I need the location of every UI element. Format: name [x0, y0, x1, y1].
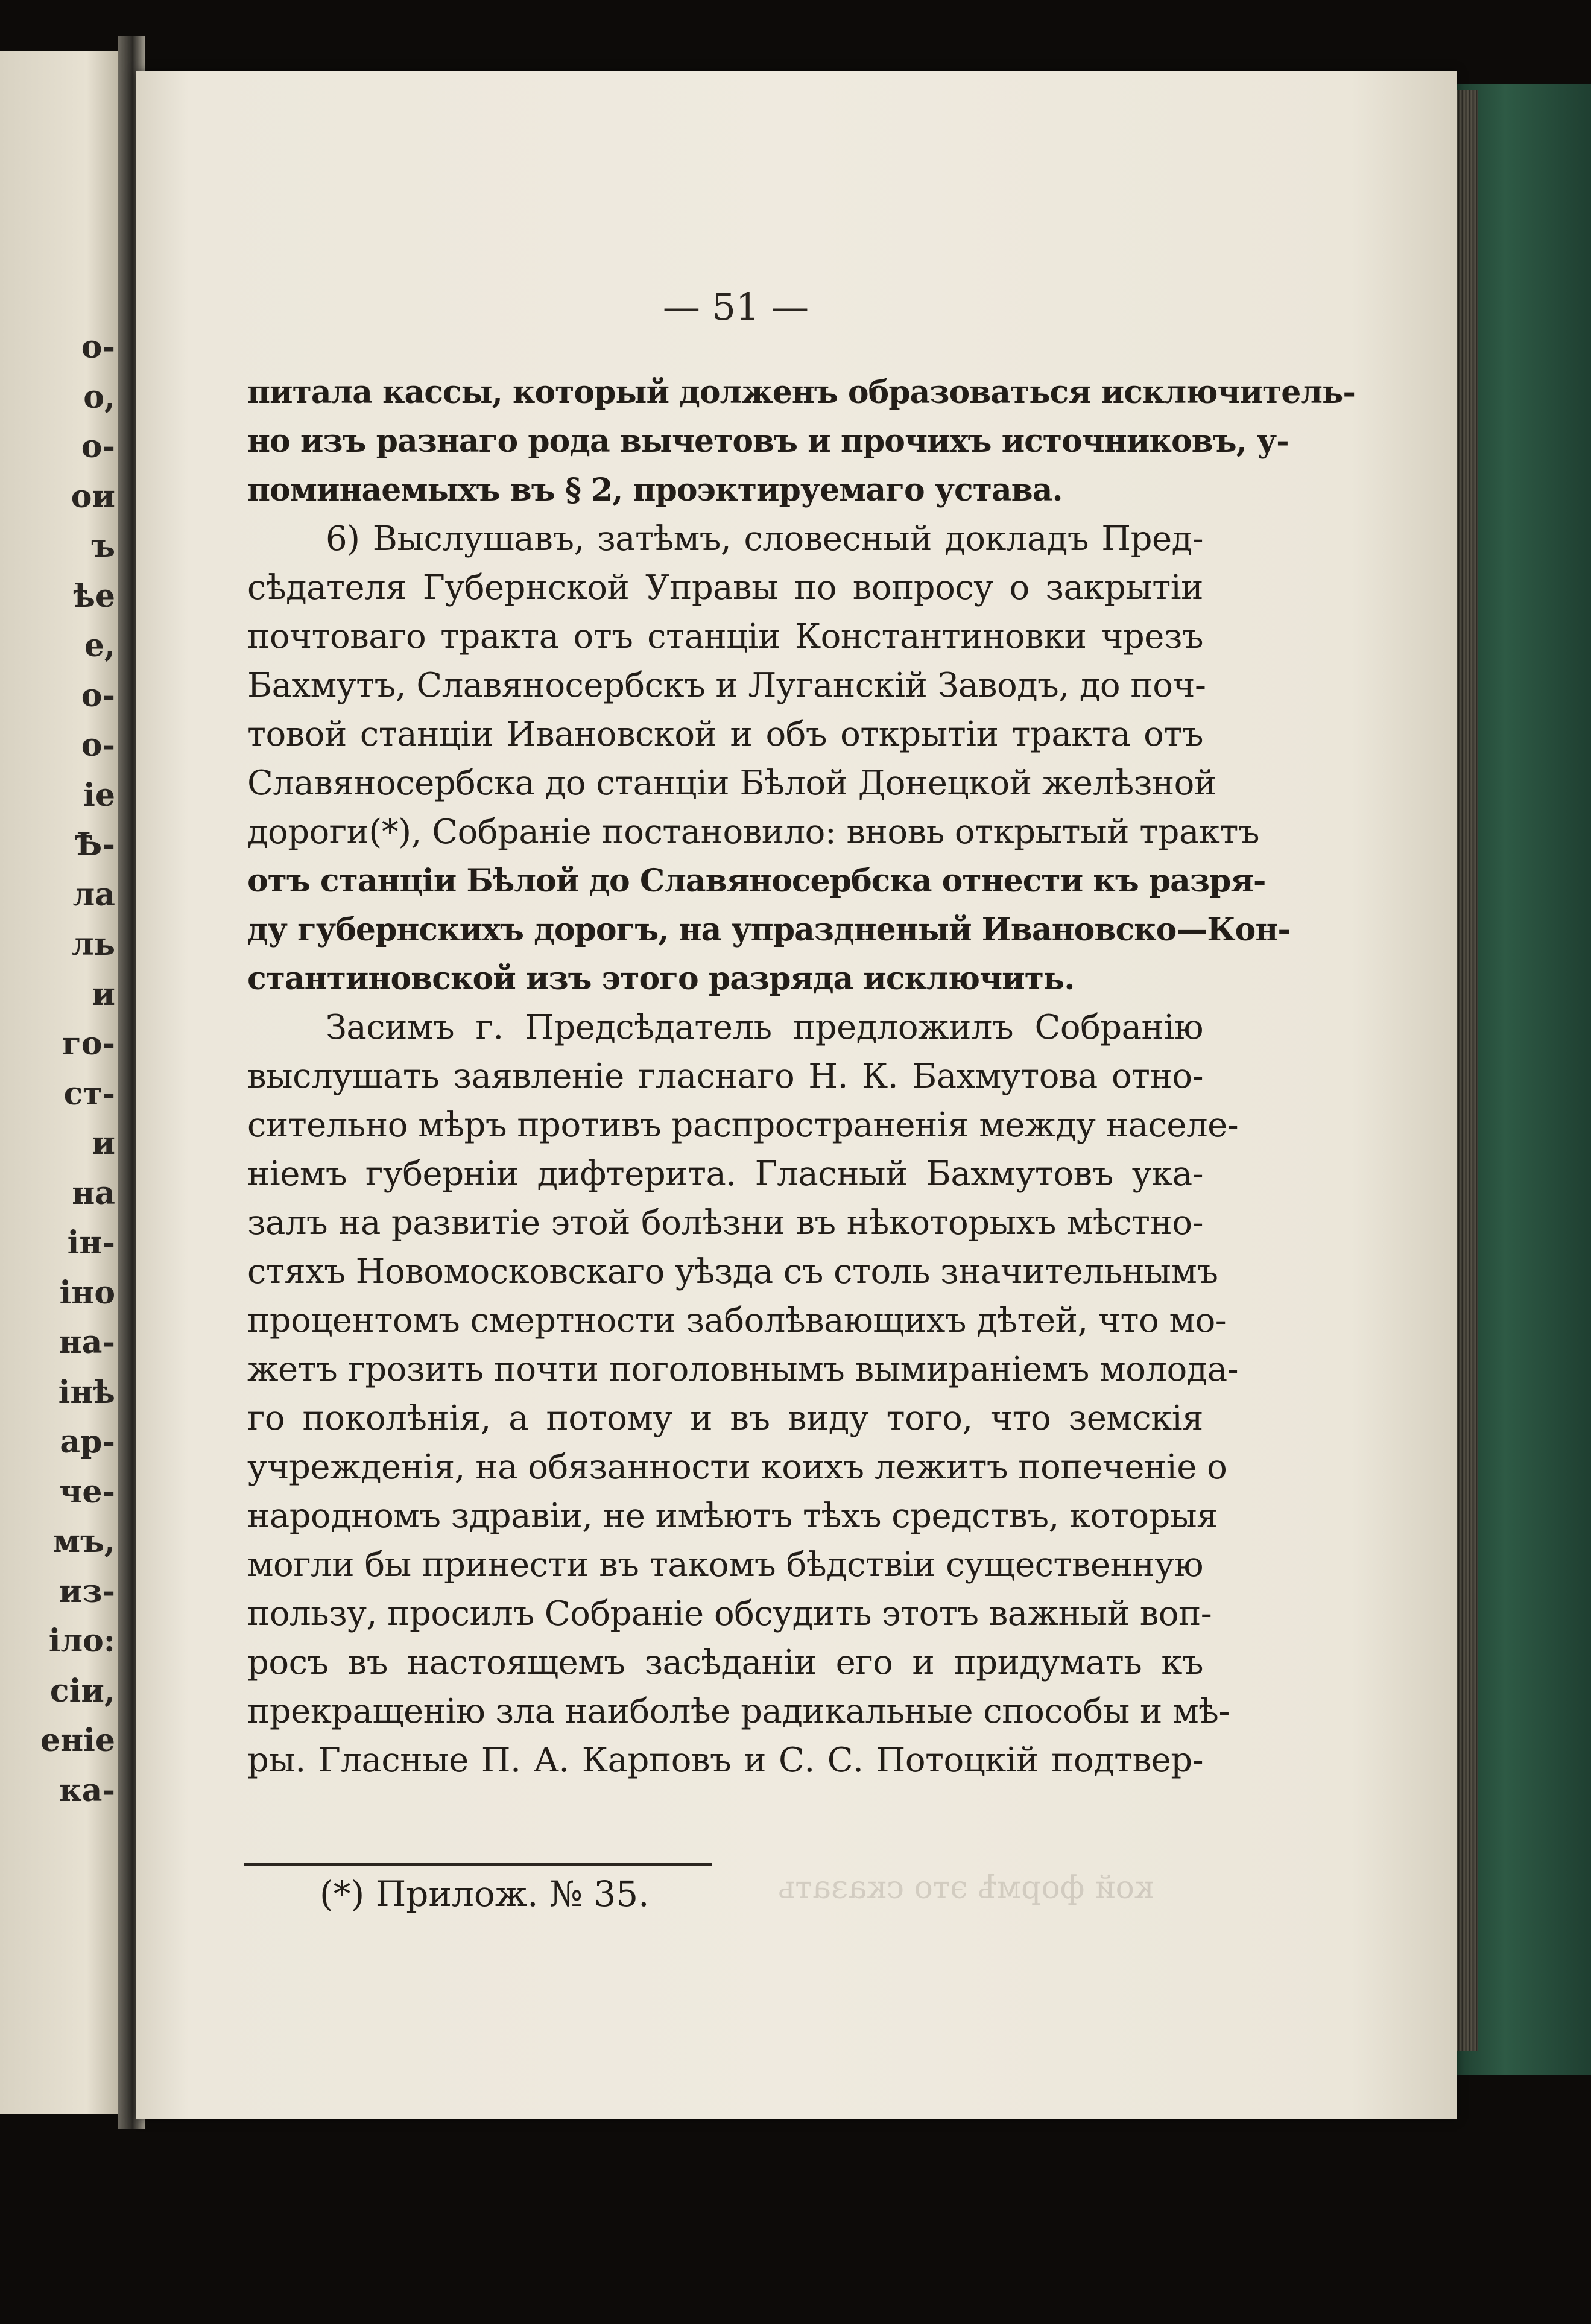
- facing-page-fragment: и: [92, 975, 115, 1013]
- facing-page: [0, 51, 124, 2114]
- text-line: залъ на развитіе этой болѣзни въ нѣкоторыхъ мѣстно-: [247, 1203, 1203, 1243]
- facing-page-fragment: ла: [72, 876, 115, 913]
- facing-page-fragment: сіи,: [49, 1672, 115, 1709]
- facing-page-fragment: о-: [81, 727, 115, 764]
- facing-page-fragment: о-: [81, 329, 115, 366]
- text-line: почтоваго тракта отъ станціи Константиновки чрезъ: [247, 617, 1203, 656]
- text-line: питала кассы, который долженъ образоваться исключитель-: [247, 374, 1355, 411]
- text-line: выслушать заявленіе гласнаго Н. К. Бахмутова отно-: [247, 1057, 1203, 1096]
- facing-page-fragment: и: [92, 1125, 115, 1162]
- facing-page-fragment: о-: [81, 428, 115, 465]
- text-line: могли бы принести въ такомъ бѣдствіи существенную: [247, 1545, 1203, 1585]
- text-line: го поколѣнія, а потому и въ виду того, что земскія: [247, 1399, 1203, 1438]
- facing-page-fragment: ль: [72, 926, 115, 963]
- facing-page-fragment: іно: [59, 1274, 115, 1311]
- body-text: [247, 368, 1355, 1785]
- facing-page-fragment: на-: [59, 1324, 115, 1361]
- facing-page-fragment: ѣе: [73, 577, 115, 615]
- text-line: жетъ грозить почти поголовнымъ вымираніемъ молода-: [247, 1350, 1238, 1389]
- footnote: (*) Прилож. № 35.: [320, 1873, 650, 1914]
- text-line: ніемъ губерніи дифтерита. Гласный Бахмутовъ ука-: [247, 1154, 1203, 1194]
- text-line: стяхъ Новомосковскаго уѣзда съ столь значительнымъ: [247, 1252, 1218, 1291]
- bleed-through-text: кой формѣ это сказать: [778, 1870, 1154, 1906]
- facing-page-fragment: го-: [62, 1025, 115, 1062]
- facing-page-fragment: мъ,: [52, 1523, 115, 1560]
- text-line: 6) Выслушавъ, затѣмъ, словесный докладъ Пред-: [326, 519, 1203, 559]
- facing-page-fragment: іло:: [48, 1623, 115, 1659]
- facing-page-fragment: ар-: [60, 1423, 115, 1460]
- facing-page-fragment: Ѣ-: [74, 826, 115, 863]
- facing-page-fragment: че-: [59, 1473, 115, 1510]
- text-line: учрежденія, на обязанности коихъ лежитъ попеченіе о: [247, 1448, 1227, 1487]
- facing-page-fragment: інѣ: [58, 1373, 115, 1411]
- text-line: сительно мѣръ противъ распространенія между населе-: [247, 1106, 1239, 1145]
- text-line: ры. Гласные П. А. Карповъ и С. С. Потоцкій подтвер-: [247, 1741, 1203, 1780]
- footnote-rule: [244, 1863, 712, 1866]
- text-line: Славяносербска до станціи Бѣлой Донецкой желѣзной: [247, 764, 1216, 803]
- text-line: ду губернскихъ дорогъ, на упраздненый Ивановско—Кон-: [247, 911, 1290, 948]
- facing-page-fragment: е,: [84, 627, 115, 664]
- facing-page-fragment: іе: [83, 776, 115, 814]
- text-line: сѣдателя Губернской Управы по вопросу о закрытіи: [247, 568, 1203, 607]
- facing-page-fragment: ка-: [59, 1771, 115, 1809]
- text-line: но изъ разнаго рода вычетовъ и прочихъ источниковъ, у-: [247, 423, 1289, 460]
- facing-page-fragment: на: [72, 1174, 115, 1212]
- text-line: народномъ здравіи, не имѣютъ тѣхъ средствъ, которыя: [247, 1496, 1218, 1536]
- text-line: процентомъ смертности заболѣвающихъ дѣтей, что мо-: [247, 1301, 1227, 1340]
- facing-page-fragment: ст-: [63, 1075, 115, 1112]
- text-line: прекращенію зла наиболѣе радикальные способы и мѣ-: [247, 1692, 1230, 1731]
- facing-page-fragment: еніе: [40, 1722, 115, 1759]
- page-number: — 51 —: [662, 285, 809, 329]
- facing-page-fragment: о,: [83, 378, 115, 416]
- text-line: поминаемыхъ въ § 2, проэктируемаго устава.: [247, 472, 1063, 508]
- facing-page-fragment: из-: [59, 1572, 115, 1610]
- facing-page-fragment: ои: [71, 478, 115, 515]
- text-line: Засимъ г. Предсѣдатель предложилъ Собранію: [326, 1008, 1203, 1047]
- facing-page-fragment: о-: [81, 677, 115, 714]
- text-line: пользу, просилъ Собраніе обсудить этотъ важный воп-: [247, 1594, 1212, 1633]
- facing-page-fragment: ін-: [67, 1224, 115, 1261]
- text-line: дороги(*), Собраніе постановило: вновь открытый трактъ: [247, 812, 1260, 852]
- text-line: Бахмутъ, Славяносербскъ и Луганскій Заводъ, до поч-: [247, 666, 1206, 705]
- text-line: стантиновской изъ этого разряда исключить.: [247, 960, 1075, 997]
- facing-page-fragment: ъ: [91, 528, 115, 565]
- text-line: товой станціи Ивановской и объ открытіи тракта отъ: [247, 715, 1203, 754]
- text-line: росъ въ настоящемъ засѣданіи его и придумать къ: [247, 1643, 1203, 1682]
- text-line: отъ станціи Бѣлой до Славяносербска отнести къ разря-: [247, 863, 1266, 899]
